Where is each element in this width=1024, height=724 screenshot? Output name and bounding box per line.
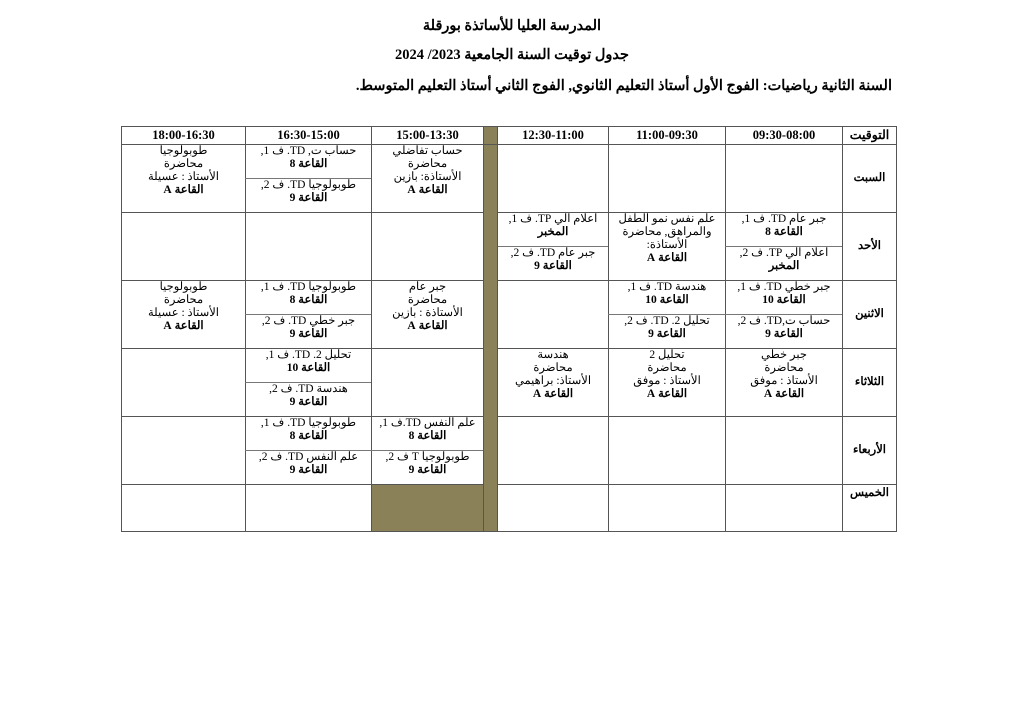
session-type: محاضرة xyxy=(647,362,687,374)
course-name: اعلام الي TP. ف 1, xyxy=(508,213,598,225)
room: القاعة A xyxy=(407,320,448,332)
session-cell xyxy=(609,315,726,349)
teacher: الأستاذ : عسيلة xyxy=(148,307,219,319)
room: القاعة A xyxy=(646,388,688,400)
teacher: الأستاذ : عسيلة xyxy=(148,171,219,183)
lunch-break-separator xyxy=(484,127,498,145)
room: المخبر xyxy=(537,226,569,238)
room: القاعة 9 xyxy=(289,396,328,408)
room: القاعة 8 xyxy=(289,294,328,306)
day-sunday: الأحد xyxy=(843,213,897,281)
cell-empty xyxy=(498,485,609,532)
course-name: علم النفس TD. ف 2, xyxy=(258,451,359,463)
course-name: اعلام الي TP. ف 2, xyxy=(739,247,829,259)
cell-empty xyxy=(498,417,609,485)
teacher: الأستاذ : موفق xyxy=(750,375,818,387)
room: القاعة 9 xyxy=(289,192,328,204)
session-cell xyxy=(726,315,843,349)
session-type: محاضرة xyxy=(533,362,573,374)
course-name: حساب تفاضلي xyxy=(392,145,463,157)
header-row xyxy=(122,127,897,145)
session-cell xyxy=(246,179,372,213)
cell-empty xyxy=(726,417,843,485)
cell-empty xyxy=(246,485,372,532)
session-cell xyxy=(609,213,726,281)
room: القاعة A xyxy=(163,184,204,196)
slot-header-5: 16:30-15:00 xyxy=(246,127,372,145)
course-name: حساب ت,TD. ف 2, xyxy=(737,315,831,327)
timetable xyxy=(121,126,897,532)
course-name: جبر خطي xyxy=(761,349,807,361)
course-name: تحليل 2. TD. ف 2, xyxy=(624,315,710,327)
session-cell xyxy=(498,349,609,417)
course-name: جبر عام TD. ف 1, xyxy=(741,213,827,225)
session-cell xyxy=(372,281,484,349)
cell-empty xyxy=(122,485,246,532)
course-name: علم النفس TD.ف 1, xyxy=(379,417,476,429)
cell-empty xyxy=(122,417,246,485)
session-type: والمراهق, محاضرة xyxy=(622,226,712,238)
session-cell xyxy=(726,349,843,417)
room: القاعة 9 xyxy=(289,328,328,340)
day-tuesday: الثلاثاء xyxy=(843,349,897,417)
cell-empty xyxy=(498,281,609,349)
room: القاعة 10 xyxy=(762,294,806,306)
room: القاعة A xyxy=(646,252,688,264)
course-name: حساب ت, TD. ف 1, xyxy=(260,145,357,157)
session-cell xyxy=(122,145,246,213)
course-name: جبر عام TD. ف 2, xyxy=(510,247,596,259)
cell-empty xyxy=(498,145,609,213)
timetable-title: جدول توقيت السنة الجامعية 2023/ 2024 xyxy=(394,47,629,63)
course-name: طوبولوجيا TD. ف 1, xyxy=(260,417,357,429)
time-label-header: التوقيت xyxy=(843,127,897,145)
cell-empty xyxy=(726,145,843,213)
cell-empty xyxy=(122,349,246,417)
course-name: طوبولوجيا TD. ف 2, xyxy=(260,179,357,191)
session-cell xyxy=(122,281,246,349)
session-type: محاضرة xyxy=(163,158,204,170)
room: القاعة A xyxy=(532,388,574,400)
lunch-break-column xyxy=(484,145,498,532)
course-name: طوبولوجيا TD. ف 1, xyxy=(260,281,357,293)
course-name: تحليل 2 xyxy=(649,349,685,361)
room: القاعة 8 xyxy=(289,158,328,170)
session-cell xyxy=(726,281,843,315)
session-type: محاضرة xyxy=(407,158,448,170)
room: القاعة 9 xyxy=(534,260,572,272)
room: القاعة 9 xyxy=(765,328,803,340)
teacher: الأستاذ : موفق xyxy=(633,375,701,387)
course-name: طوبولوجيا xyxy=(159,281,208,293)
course-name: جبر عام xyxy=(408,281,447,293)
session-cell xyxy=(726,213,843,247)
room: القاعة 10 xyxy=(645,294,689,306)
cell-empty xyxy=(372,213,484,281)
session-cell xyxy=(246,383,372,417)
session-cell xyxy=(609,349,726,417)
room: القاعة A xyxy=(407,184,448,196)
course-name: تحليل 2. TD. ف 1, xyxy=(265,349,352,361)
session-cell xyxy=(246,417,372,451)
teacher: الأستاذة : بازين xyxy=(392,307,463,319)
session-type: محاضرة xyxy=(163,294,204,306)
class-description: السنة الثانية رياضيات: الفوج الأول أستاذ التعليم الثانوي, الفوج الثاني أستاذ التعليم المتوسط. xyxy=(355,78,892,94)
day-row-saturday xyxy=(122,145,897,179)
session-cell xyxy=(246,315,372,349)
cell-empty xyxy=(609,417,726,485)
slot-header-6: 18:00-16:30 xyxy=(122,127,246,145)
room: القاعة 9 xyxy=(408,464,447,476)
course-name: طوبولوجيا T ف 2, xyxy=(385,451,470,463)
session-cell xyxy=(498,247,609,281)
teacher: الأستاذة: بازين xyxy=(393,171,462,183)
teacher: الأستاذ: براهيمي xyxy=(514,375,592,387)
room: القاعة 10 xyxy=(286,362,331,374)
room: القاعة 8 xyxy=(289,430,328,442)
course-name: هندسة TD. ف 1, xyxy=(627,281,707,293)
room: القاعة 9 xyxy=(289,464,328,476)
teacher: الأستاذة: xyxy=(646,239,688,251)
session-cell xyxy=(246,349,372,383)
course-name: هندسة xyxy=(537,349,569,361)
slot-header-2: 11:00-09:30 xyxy=(609,127,726,145)
cell-empty xyxy=(609,145,726,213)
room: القاعة A xyxy=(163,320,204,332)
day-monday: الاثنين xyxy=(843,281,897,349)
course-name: جبر خطي TD. ف 2, xyxy=(261,315,356,327)
day-row-sunday xyxy=(122,213,897,247)
room: القاعة 9 xyxy=(648,328,686,340)
day-row-tuesday xyxy=(122,349,897,383)
day-row-wednesday xyxy=(122,417,897,451)
session-cell xyxy=(498,213,609,247)
day-thursday: الخميس xyxy=(843,485,897,532)
course-name: هندسة TD. ف 2, xyxy=(269,383,348,395)
room: المخبر xyxy=(768,260,800,272)
course-name: طوبولوجيا xyxy=(159,145,208,157)
session-cell xyxy=(609,281,726,315)
slot-header-4: 15:00-13:30 xyxy=(372,127,484,145)
cell-empty xyxy=(122,213,246,281)
course-name: جبر خطي TD. ف 1, xyxy=(737,281,831,293)
session-type: محاضرة xyxy=(764,362,804,374)
room: القاعة 8 xyxy=(765,226,803,238)
session-cell xyxy=(372,451,484,485)
day-row-monday xyxy=(122,281,897,315)
slot-header-3: 12:30-11:00 xyxy=(498,127,609,145)
cell-empty xyxy=(609,485,726,532)
cell-empty xyxy=(726,485,843,532)
room: القاعة A xyxy=(763,388,805,400)
lunch-break-column xyxy=(372,485,484,532)
cell-empty xyxy=(246,213,372,281)
session-cell xyxy=(372,417,484,451)
session-cell xyxy=(372,145,484,213)
school-name: المدرسة العليا للأساتذة بورقلة xyxy=(422,18,602,34)
session-type: محاضرة xyxy=(407,294,448,306)
day-wednesday: الأربعاء xyxy=(843,417,897,485)
room: القاعة 8 xyxy=(408,430,447,442)
session-cell xyxy=(246,145,372,179)
day-saturday: السبت xyxy=(843,145,897,213)
course-name: علم نفس نمو الطفل xyxy=(618,213,716,225)
cell-empty xyxy=(372,349,484,417)
day-row-thursday xyxy=(122,485,897,532)
slot-header-1: 09:30-08:00 xyxy=(726,127,843,145)
session-cell xyxy=(726,247,843,281)
session-cell xyxy=(246,281,372,315)
session-cell xyxy=(246,451,372,485)
